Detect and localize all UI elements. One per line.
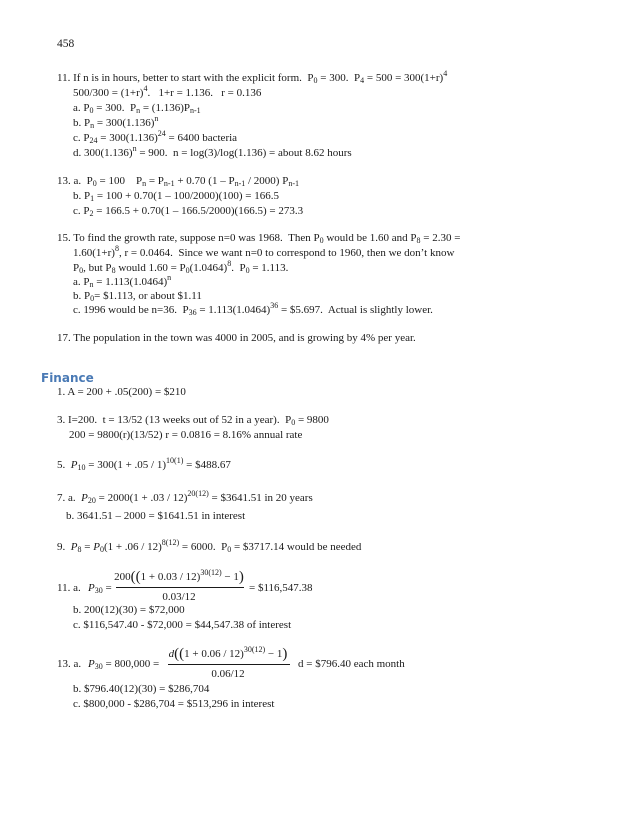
finance-problem-7-label: 7. a. (57, 492, 76, 504)
finance-problem-3-line-2: 200 = 9800(r)(13/52) r = 0.0816 = 8.16% annual rate (69, 429, 303, 441)
finance-problem-11-part-b: b. 200(12)(30) = $72,000 (73, 604, 185, 616)
finance-problem-5-label: 5. (57, 459, 66, 471)
finance-problem-13-part-c: c. $800,000 - $286,704 = $513,296 in interest (73, 698, 275, 710)
finance-problem-11-lhs: $P_{30}$ = (88, 582, 112, 595)
finance-problem-11-denominator: 0.03/12 (162, 591, 196, 603)
finance-problem-13-numerator: $d((1 + 0.06 / 12)^{30(12)} - 1)$ (168, 645, 288, 662)
finance-problem-13-denominator: 0.06/12 (211, 668, 245, 680)
finance-problem-11-numerator: $200((1 + 0.03 / 12)^{30(12)} - 1)$ (114, 568, 244, 585)
problem-15-line-1: 15. To find the growth rate, suppose n=0 was 1968. Then $P_0$ would be 1.60 and $P_8 = 2.30$ = (57, 232, 461, 245)
finance-problem-5-formula: $P_{10} = 300(1 + .05 / 1)^{10(1)}$ (70, 456, 184, 472)
finance-problem-5 (57, 458, 231, 472)
problem-11-part-c: c. $P_{24} = 300(1.136)^{24} = 6400$ bacteria (73, 129, 238, 145)
finance-problem-9 (57, 540, 361, 554)
finance-problem-1: 1. A = 200 + .05(200) = $210 (57, 386, 186, 398)
problem-15-line-3: $P_0$, but $P_8$ would $1.60 = P_0(1.0464)^8$. $P_0 = 1.113$. (73, 259, 289, 275)
finance-problem-11-part-c: c. $116,547.40 - $72,000 = $44,547.38 of interest (73, 619, 292, 631)
finance-heading: Finance (41, 371, 94, 385)
finance-problem-13-part-b: b. $796.40(12)(30) = $286,704 (73, 683, 210, 695)
finance-problem-7-part-b: b. 3641.51 – 2000 = $1641.51 in interest (66, 510, 246, 522)
problem-11-part-a: a. $P_0 = 300$. $P_n = (1.136)P_{n-1}$ (73, 102, 201, 115)
finance-problem-9-result: . $P_0$ = $3717.14 would be needed (212, 541, 362, 554)
finance-problem-7-result: = $3641.51 in 20 years (211, 492, 313, 504)
problem-11-line-1: 11. If n is in hours, better to start with the explicit form. $P_0 = 300$. $P_4 = 500 = 300(1+r)^4$ (57, 69, 448, 85)
problem-15-part-a: a. $P_n = 1.113(1.0464)^n$ (73, 273, 172, 289)
finance-problem-9-formula: $P_8 = P_0(1 + .06 / 12)^{8(12)} = 6000$ (70, 538, 213, 554)
finance-problem-3-line-1: 3. I=200. t = 13/52 (13 weeks out of 52 in a year). $P_0 = 9800$ (57, 414, 329, 427)
finance-problem-9-label: 9. (57, 541, 66, 553)
page-number: 458 (57, 38, 75, 50)
finance-problem-13-label: 13. a. (57, 658, 82, 670)
problem-11-part-d: d. $300(1.136)^n = 900$. n = log(3)/log(1.136) = about 8.62 hours (73, 144, 352, 159)
problem-13-part-a: 13. a. $P_0 = 100$ $P_n = P_{n-1} + 0.70$ $(1 - P_{n-1} / 2000)$ $P_{n-1}$ (57, 175, 299, 188)
problem-17: 17. The population in the town was 4000 in 2005, and is growing by 4% per year. (57, 332, 416, 344)
finance-problem-7-formula: $P_{20} = 2000(1 + .03 / 12)^{20(12)}$ (81, 489, 209, 505)
finance-problem-7-part-a (57, 491, 313, 505)
problem-11-line-2: $500/300 = (1+r)^4$. 1+r = 1.136. r = 0.136 (73, 84, 262, 99)
problem-11-part-b: b. $P_n = 300(1.136)^n$ (73, 114, 159, 130)
problem-13-part-b: b. $P_1 = 100 + 0.70(1 - 100/2000)(100) = 166.5$ (73, 190, 279, 203)
finance-problem-13-result: d = $796.40 each month (298, 658, 405, 670)
finance-problem-11-result: = $116,547.38 (249, 582, 313, 594)
problem-15-line-2: $1.60(1+r)^8$, r = 0.0464. Since we want n=0 to correspond to 1960, then we don’t know (73, 244, 455, 259)
fraction-bar (116, 587, 244, 588)
finance-problem-11-label: 11. a. (57, 582, 81, 594)
problem-13-part-c: c. $P_2 = 166.5 + 0.70(1 - 166.5/2000)(166.5) = 273.3$ (73, 205, 304, 218)
problem-15-part-b: b. $P_0=$ $1.113, or about $1.11 (73, 290, 202, 303)
problem-15-part-c: c. 1996 would be n=36. $P_{36} = 1.113(1.0464)^{36}$ = $5.697. Actual is slightly lower. (73, 301, 433, 317)
finance-problem-13-lhs: $P_{30} = 800,000$ = (88, 658, 160, 671)
fraction-bar (168, 664, 290, 665)
finance-problem-5-result: = $488.67 (186, 459, 231, 471)
